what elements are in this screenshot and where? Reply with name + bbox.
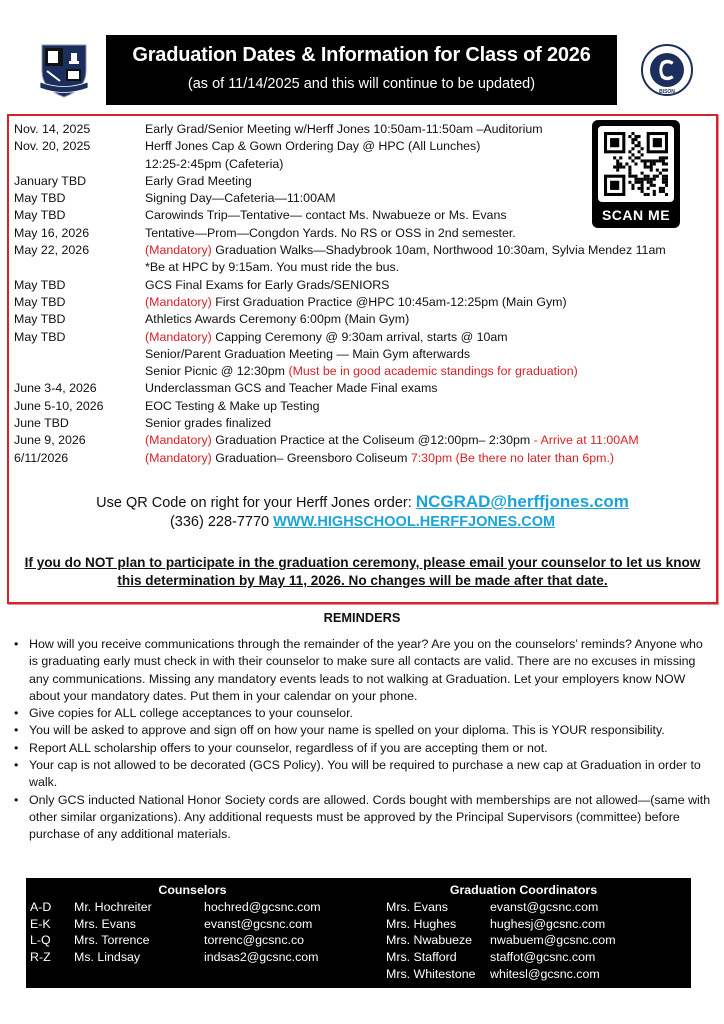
event-description <box>145 138 480 155</box>
event-date <box>14 259 145 276</box>
event-highlight: (Mandatory) <box>145 243 212 258</box>
event-description <box>145 173 252 190</box>
event-list <box>14 121 666 467</box>
counselor-row <box>30 932 355 949</box>
herff-website-link[interactable]: WWW.HIGHSCHOOL.HERFFJONES.COM <box>273 514 556 530</box>
event-date: May TBD <box>14 208 66 223</box>
event-row <box>14 311 666 328</box>
event-text: Herff Jones Cap & Gown Ordering Day @ HPC (All Lunches) <box>145 139 481 154</box>
event-highlight: (Mandatory) <box>145 329 212 344</box>
coordinator-name: Mrs. Stafford <box>386 950 457 965</box>
event-date: May TBD <box>14 277 66 292</box>
event-text: Senior Picnic @ 12:30pm <box>145 364 289 379</box>
event-row <box>14 363 666 380</box>
event-row <box>14 398 666 415</box>
event-description <box>145 398 319 415</box>
notice-line-2: this determination by May 11, 2026. No changes will be made after that date. <box>117 573 608 588</box>
reminders-list <box>12 636 712 844</box>
event-row <box>14 259 666 276</box>
counselors-table <box>30 882 355 966</box>
coordinator-name: Mrs. Hughes <box>386 916 457 931</box>
counselor-email[interactable]: hochred@gcsnc.com <box>204 899 321 914</box>
event-date: Nov. 20, 2025 <box>14 139 91 154</box>
counselor-range: A-D <box>30 899 52 914</box>
counselor-name: Mrs. Evans <box>74 916 136 931</box>
contacts-panel <box>26 878 691 988</box>
order-line <box>9 492 716 512</box>
event-description <box>145 294 567 311</box>
event-date: Nov. 14, 2025 <box>14 122 91 136</box>
event-text: *Be at HPC by 9:15am. You must ride the bus. <box>145 260 400 275</box>
event-row <box>14 432 666 449</box>
reminder-item: • Your cap is not allowed to be decorated (GCS Policy). You will be required to purchase a new cap at Graduation in order to walk. <box>12 757 712 792</box>
event-row <box>14 173 666 190</box>
coordinators-heading: Graduation Coordinators <box>449 883 598 897</box>
event-highlight: (Must be in good academic standings for graduation) <box>288 364 578 379</box>
header-banner <box>106 35 617 105</box>
phone-line <box>9 514 716 530</box>
event-text: GCS Final Exams for Early Grads/SENIORS <box>145 277 390 292</box>
event-date: May TBD <box>14 329 66 344</box>
event-description <box>145 415 271 432</box>
phone-number: (336) 228-7770 <box>169 514 274 530</box>
counselor-email[interactable]: torrenc@gcsnc.co <box>204 933 305 948</box>
herff-email-link[interactable]: NCGRAD@herffjones.com <box>415 492 629 511</box>
counselor-range: L-Q <box>30 933 51 948</box>
event-date <box>14 363 145 380</box>
svg-text:BISON: BISON <box>659 89 675 95</box>
coordinator-row <box>361 932 686 949</box>
event-description <box>145 329 508 346</box>
event-date: June TBD <box>14 416 69 431</box>
counselor-row <box>30 916 355 933</box>
coordinator-name: Mrs. Evans <box>386 899 448 914</box>
event-text: Early Grad Meeting <box>145 173 252 188</box>
reminder-item: • Report ALL scholarship offers to your counselor, regardless of if you are accepting them or not. <box>12 740 712 757</box>
coordinator-name: Mrs. Whitestone <box>386 966 476 981</box>
event-date <box>14 156 145 173</box>
event-row <box>14 138 666 155</box>
event-text: Early Grad/Senior Meeting w/Herff Jones 10:50am-11:50am –Auditorium <box>145 122 543 136</box>
event-description <box>145 277 389 294</box>
event-description <box>145 380 437 397</box>
event-highlight: 7:30pm (Be there no later than 6pm.) <box>410 450 615 465</box>
coordinator-row <box>361 966 686 983</box>
event-date <box>14 346 145 363</box>
reminder-item: • How will you receive communications through the remainder of the year? Are you on the counselors’ reminds? Anyone who is graduating early must check in with their counselor to make sure all contacts are valid. There are no excuses in missing any communications. Missing any mandatory events leads to not walking at Graduation. Let your employers know NOW about your mandatory dates. Put them in your calendar on your phone. <box>12 636 712 705</box>
counselor-name: Mrs. Torrence <box>74 933 150 948</box>
event-text: First Graduation Practice @HPC 10:45am-12:25pm (Main Gym) <box>211 294 567 309</box>
page-subtitle: (as of 11/14/2025 and this will continue to be updated) <box>187 76 536 92</box>
event-text: Graduation– Greensboro Coliseum <box>211 450 411 465</box>
schedule-box <box>7 114 718 604</box>
event-row <box>14 121 666 138</box>
notice-line-1: If you do NOT plan to participate in the graduation ceremony, please email your counselor to let us know <box>24 555 701 570</box>
event-description <box>145 450 614 467</box>
event-description <box>145 259 399 276</box>
event-text: Graduation Walks—Shadybrook 10am, Northwood 10:30am, Sylvia Mendez 11am <box>211 243 666 258</box>
event-text: EOC Testing & Make up Testing <box>145 398 320 413</box>
event-row <box>14 329 666 346</box>
event-date: May TBD <box>14 191 66 206</box>
event-description <box>145 432 639 449</box>
qr-code-icon[interactable] <box>598 126 674 202</box>
event-row <box>14 277 666 294</box>
event-description <box>145 225 516 242</box>
event-text: 12:25-2:45pm (Cafeteria) <box>145 156 284 171</box>
counselor-row <box>30 949 355 966</box>
reminders-heading: REMINDERS <box>323 610 401 625</box>
event-row <box>14 450 666 467</box>
event-description <box>145 311 409 328</box>
event-highlight: - Arrive at 11:00AM <box>533 433 639 448</box>
event-date: January TBD <box>14 173 87 188</box>
counselor-range: R-Z <box>30 950 51 965</box>
reminder-item: • Only GCS inducted National Honor Society cords are allowed. Cords bought with memberships are not allowed—(same with other similar organizations). Any additional requests must be approved by the Principal Supervisors (committee) before purchase of any additional materials. <box>12 792 712 844</box>
event-highlight: (Mandatory) <box>145 294 212 309</box>
event-row <box>14 207 666 224</box>
event-date: May 22, 2026 <box>14 243 90 258</box>
event-description <box>145 346 470 363</box>
school-crest-logo <box>38 41 90 99</box>
event-text: Underclassman GCS and Teacher Made Final exams <box>145 381 438 396</box>
coordinator-email[interactable]: staffot@gcsnc.com <box>490 950 596 965</box>
coordinator-row <box>361 916 686 933</box>
event-highlight: (Mandatory) <box>145 450 212 465</box>
coordinator-email[interactable]: whitesl@gcsnc.com <box>490 966 600 981</box>
counselor-name: Mr. Hochreiter <box>74 899 152 914</box>
event-date: May TBD <box>14 294 66 309</box>
event-text: Carowinds Trip—Tentative— contact Ms. Nwabueze or Ms. Evans <box>145 208 507 223</box>
event-date: May TBD <box>14 312 66 327</box>
event-text: Signing Day—Cafeteria—11:00AM <box>145 191 336 206</box>
event-date: June 3-4, 2026 <box>14 381 97 396</box>
bison-c-logo <box>641 44 693 96</box>
reminder-item: • You will be asked to approve and sign off on how your name is spelled on your diploma. This is YOUR responsibility. <box>12 722 712 739</box>
event-description <box>145 190 336 207</box>
event-highlight: (Mandatory) <box>145 433 212 448</box>
event-date: June 9, 2026 <box>14 433 86 448</box>
event-text: Capping Ceremony @ 9:30am arrival, starts @ 10am <box>211 329 508 344</box>
event-date: 6/11/2026 <box>14 450 69 465</box>
event-description <box>145 363 578 380</box>
event-row <box>14 225 666 242</box>
page-title: Graduation Dates & Information for Class of 2026 <box>132 44 591 66</box>
counselor-email[interactable]: indsas2@gcsnc.com <box>204 950 319 965</box>
event-row <box>14 380 666 397</box>
coordinator-name: Mrs. Nwabueze <box>386 933 473 948</box>
event-row <box>14 190 666 207</box>
coordinator-row <box>361 949 686 966</box>
event-text: Senior grades finalized <box>145 416 272 431</box>
counselor-row <box>30 899 355 916</box>
event-text: Athletics Awards Ceremony 6:00pm (Main Gym) <box>145 312 410 327</box>
coordinator-email[interactable]: evanst@gcsnc.com <box>490 899 599 914</box>
event-date: June 5-10, 2026 <box>14 398 104 413</box>
coordinator-email[interactable]: nwabuem@gcsnc.com <box>490 933 616 948</box>
coordinators-table <box>361 882 686 983</box>
reminder-item: • Give copies for ALL college acceptances to your counselor. <box>12 705 712 722</box>
order-text: Use QR Code on right for your Herff Jones order: <box>96 495 416 511</box>
event-text: Graduation Practice at the Coliseum @12:00pm– 2:30pm <box>211 433 534 448</box>
participation-notice <box>9 554 716 590</box>
coordinator-email[interactable]: hughesj@gcsnc.com <box>490 916 606 931</box>
scan-me-label: SCAN ME <box>601 207 671 223</box>
event-row <box>14 242 666 259</box>
event-text: Tentative—Prom—Congdon Yards. No RS or OSS in 2nd semester. <box>145 225 516 240</box>
qr-code-panel[interactable] <box>592 120 680 228</box>
event-description <box>145 121 543 138</box>
event-row <box>14 156 666 173</box>
event-description <box>145 207 507 224</box>
coordinator-row <box>361 899 686 916</box>
event-row <box>14 294 666 311</box>
event-row <box>14 415 666 432</box>
counselor-name: Ms. Lindsay <box>74 950 141 965</box>
event-row <box>14 346 666 363</box>
event-date: May 16, 2026 <box>14 225 90 240</box>
event-text: Senior/Parent Graduation Meeting — Main Gym afterwards <box>145 346 471 361</box>
counselor-range: E-K <box>30 916 51 931</box>
counselors-heading: Counselors <box>158 883 227 897</box>
event-description <box>145 156 283 173</box>
counselor-email[interactable]: evanst@gcsnc.com <box>204 916 313 931</box>
event-description <box>145 242 666 259</box>
